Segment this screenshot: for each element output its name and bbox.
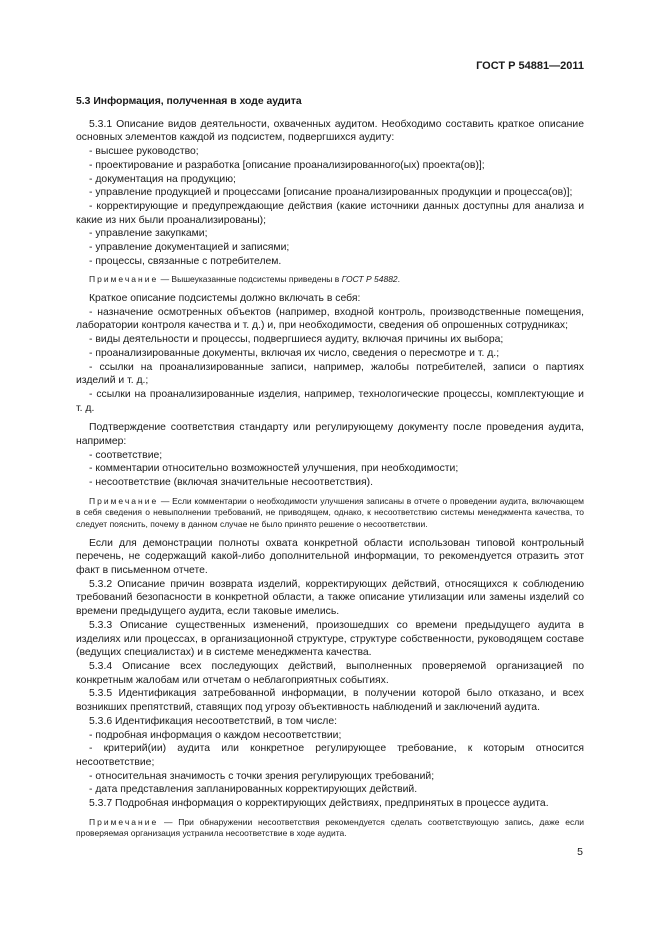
- paragraph-5-3-3: 5.3.3 Описание существенных изменений, произошедших со времени предыдущего аудита в изделиях или процессах, в организационной структуре, структуре собственности, руководящем составе (ведущих специалистах) и в системе менеджмента качества.: [76, 619, 584, 659]
- note-reference: ГОСТ Р 54882: [341, 274, 398, 285]
- page-number: 5: [577, 846, 583, 858]
- list-item: - проектирование и разработка [описание проанализированного(ых) проекта(ов)];: [89, 159, 485, 171]
- list-item: - процессы, связанные с потребителем.: [89, 255, 282, 267]
- list-item: - относительная значимость с точки зрения регулирующих требований;: [89, 770, 435, 782]
- list-item: - несоответствие (включая значительные несоответствия).: [89, 477, 374, 489]
- note-2: [76, 496, 584, 531]
- note-3: [76, 817, 584, 840]
- list-item: - ссылки на проанализированные записи, например, жалобы потребителей, записи о партиях изделий и т. д.;: [76, 361, 584, 387]
- list-item: - проанализированные документы, включая их число, сведения о пересмотре и т. д.;: [89, 347, 500, 359]
- note-1: [76, 274, 584, 286]
- paragraph-5-3-4: 5.3.4 Описание всех последующих действий, выполненных проверяемой организацией по конкретным жалобам или отчетам о неблагоприятных событиях.: [76, 660, 584, 686]
- brief-intro: Краткое описание подсистемы должно включать в себя:: [89, 293, 361, 305]
- paragraph-5-3-5: 5.3.5 Идентификация затребованной информации, в получении которой было отказано, и всех возникших препятствий, ставящих под угрозу объективность наблюдений и заключений аудита.: [76, 688, 584, 714]
- paragraph-5-3-1: 5.3.1 Описание видов деятельности, охваченных аудитом. Необходимо составить краткое описание основных элементов каждой из подсистем, подвергшихся аудиту:: [76, 118, 584, 144]
- list-item: - виды деятельности и процессы, подвергшиеся аудиту, включая причины их выбора;: [89, 334, 504, 346]
- note-text: — Если комментарии о необходимости улучшения записаны в отчете о проведении аудита, включающем в себя сведения о невыполнении требований, не приводящем, однако, к несоответствию системы менеджмента качества, то следует пояснить, почему в данном случае не было принято решение о несоответствии.: [76, 495, 584, 530]
- list-item: - дата представления запланированных корректирующих действий.: [89, 784, 418, 796]
- list-item: - корректирующие и предупреждающие действия (какие источники данных доступны для анализа и какие из них были проанализированы);: [76, 200, 584, 226]
- note-text: — При обнаружении несоответствия рекомендуется сделать соответствующую запись, даже если проверяемая организация устранила несоответствие в ходе аудита.: [76, 816, 584, 839]
- list-item: - управление документацией и записями;: [89, 242, 290, 254]
- note-label: Примечание: [89, 495, 159, 506]
- list-item: - подробная информация о каждом несоответствии;: [89, 729, 342, 741]
- list-item: - назначение осмотренных объектов (например, входной контроль, производственные помещения, лаборатории контроля качества и т. д.) и, при необходимости, сведения об опрошенных сотрудниках;: [76, 306, 584, 332]
- main-content: [76, 95, 584, 846]
- list-item: - управление продукцией и процессами [описание проанализированных продукции и процесса(ов)];: [89, 187, 573, 199]
- document-code: ГОСТ Р 54881—2011: [476, 60, 584, 72]
- note-text: — Вышеуказанные подсистемы приведены в: [158, 274, 342, 285]
- section-title: 5.3 Информация, полученная в ходе аудита: [76, 96, 302, 107]
- list-item: - комментарии относительно возможностей улучшения, при необходимости;: [89, 463, 459, 475]
- list-item: - документация на продукцию;: [89, 173, 236, 185]
- paragraph: Если для демонстрации полноты охвата конкретной области использован типовой контрольный перечень, не содержащий какой-либо дополнительной информации, то рекомендуется отразить этот факт в письменном отчете.: [76, 537, 584, 577]
- paragraph-5-3-2: 5.3.2 Описание причин возврата изделий, корректирующих действий, относящихся к соблюдению требований безопасности в конкретной области, а также описание утилизации или замены изделий со времени предыдущего аудита, если таковые имелись.: [76, 578, 584, 618]
- paragraph-5-3-6: 5.3.6 Идентификация несоответствий, в том числе:: [89, 715, 338, 727]
- note-end: .: [397, 274, 401, 285]
- list-item: - ссылки на проанализированные изделия, например, технологические процессы, комплектующие и т. д.: [76, 388, 584, 414]
- list-item: - критерий(ии) аудита или конкретное регулирующее требование, к которым относится несоответствие;: [76, 743, 584, 768]
- confirm-intro: Подтверждение соответствия стандарту или регулирующему документу после проведения аудита, например:: [76, 422, 584, 448]
- list-item: - высшее руководство;: [89, 146, 199, 158]
- note-label: Примечание: [89, 274, 159, 285]
- paragraph-5-3-7: 5.3.7 Подробная информация о корректирующих действиях, предпринятых в процессе аудита.: [89, 798, 549, 810]
- list-item: - управление закупками;: [89, 228, 208, 240]
- note-label: Примечание: [89, 816, 159, 827]
- list-item: - соответствие;: [89, 449, 163, 461]
